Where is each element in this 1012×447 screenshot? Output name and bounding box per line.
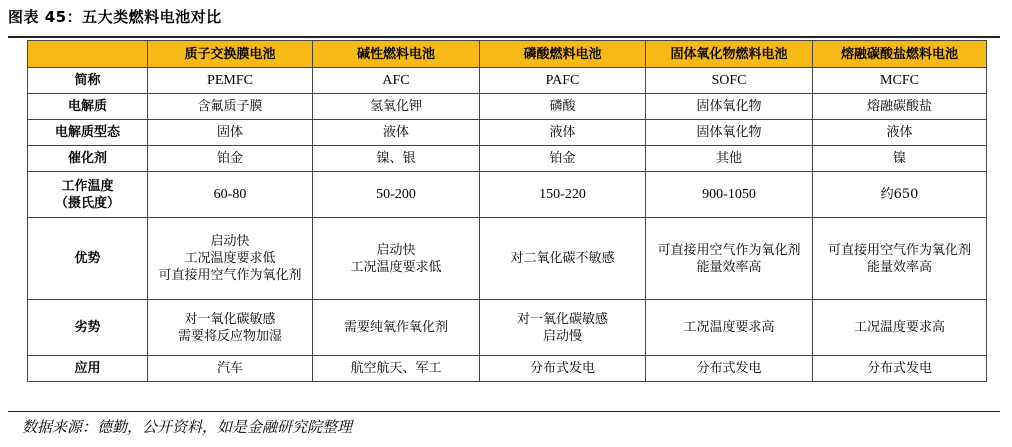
row-header-cell <box>28 356 148 382</box>
table-row <box>28 356 987 382</box>
cell-text-line: 催化剂 <box>67 151 107 166</box>
table-cell <box>148 356 313 382</box>
table-row <box>28 300 987 356</box>
cell-text-line: 启动快 <box>210 234 250 249</box>
cell-text-line: 电解质型态 <box>54 125 120 140</box>
cell-text-line: SOFC <box>711 73 747 88</box>
cell-text-line: 启动慢 <box>542 328 582 344</box>
cell-text-line: 汽车 <box>216 361 243 376</box>
table-body <box>28 68 987 382</box>
table-cell <box>646 68 813 94</box>
table-cell <box>813 218 987 300</box>
cell-text-line: 简称 <box>74 73 101 88</box>
cell-text-line: 对一氧化碳敏感 <box>184 311 276 327</box>
table-cell <box>148 300 313 356</box>
table-cell <box>148 120 313 146</box>
cell-text-line: 熔融碳酸盐 <box>866 99 932 114</box>
cell-text-line: 工况温度要求高 <box>683 320 775 335</box>
source-note: 数据来源：德勤，公开资料，如是金融研究院整理 <box>22 418 353 436</box>
cell-text-line: 对一氧化碳敏感 <box>516 311 608 327</box>
row-header-cell <box>28 172 148 218</box>
header-cell-pemfc: 质子交换膜电池 <box>148 41 313 68</box>
table-cell <box>813 300 987 356</box>
header-cell-corner <box>28 41 148 68</box>
table-cell <box>646 120 813 146</box>
cell-text-line: 工况温度要求高 <box>853 320 945 335</box>
table-cell <box>480 94 646 120</box>
cell-text-line: 约650 <box>880 187 919 202</box>
table-cell <box>313 94 480 120</box>
cell-text-line: 劣势 <box>74 320 101 335</box>
table-row <box>28 218 987 300</box>
table-cell <box>313 300 480 356</box>
table-cell <box>813 172 987 218</box>
cell-text-line: 工况温度要求低 <box>350 259 442 275</box>
table-row <box>28 94 987 120</box>
cell-text-line: PEMFC <box>207 73 253 88</box>
row-header-cell <box>28 120 148 146</box>
cell-text-line: 应用 <box>74 361 101 376</box>
table-cell <box>480 300 646 356</box>
cell-text-line: 镍 <box>892 151 906 166</box>
comparison-table <box>27 40 987 382</box>
cell-text-line: 铂金 <box>216 151 243 166</box>
table-row <box>28 172 987 218</box>
cell-text-line: 60-80 <box>213 187 247 202</box>
table-cell <box>480 218 646 300</box>
table-cell <box>646 94 813 120</box>
row-header-cell <box>28 300 148 356</box>
table-cell <box>480 120 646 146</box>
header-cell-sofc: 固体氧化物燃料电池 <box>646 41 813 68</box>
table-cell <box>313 172 480 218</box>
cell-text-line: 分布式发电 <box>696 361 762 376</box>
cell-text-line: 电解质 <box>67 99 107 114</box>
table-cell <box>646 356 813 382</box>
cell-text-line: AFC <box>382 73 410 88</box>
table-cell <box>480 172 646 218</box>
header-cell-mcfc: 熔融碳酸盐燃料电池 <box>813 41 987 68</box>
cell-text-line: 工况温度要求低 <box>184 251 276 266</box>
table-cell <box>313 146 480 172</box>
cell-text-line: 可直接用空气作为氧化剂 <box>827 242 971 258</box>
cell-text-line: 分布式发电 <box>866 361 932 376</box>
cell-text-line: 900-1050 <box>702 187 756 202</box>
cell-text-line: 航空航天、军工 <box>350 361 442 376</box>
table-cell <box>813 356 987 382</box>
cell-text-line: 启动快 <box>376 242 416 258</box>
cell-text-line: 含氟质子膜 <box>197 99 263 114</box>
cell-text-line: 磷酸 <box>549 99 576 114</box>
table-cell <box>148 172 313 218</box>
row-header-cell <box>28 146 148 172</box>
table-cell <box>646 300 813 356</box>
cell-text-line: 需要纯氧作氧化剂 <box>343 320 448 335</box>
cell-text-line: 固体氧化物 <box>696 99 762 114</box>
cell-text-line: 150-220 <box>539 187 586 202</box>
header-cell-pafc: 磷酸燃料电池 <box>480 41 646 68</box>
table-cell <box>813 94 987 120</box>
cell-text-line: 分布式发电 <box>529 361 595 376</box>
table-cell <box>148 218 313 300</box>
cell-text-line: MCFC <box>880 73 919 88</box>
figure-title: 图表 45：五大类燃料电池对比 <box>8 8 222 26</box>
cell-text-line: 氢氧化钾 <box>369 99 422 114</box>
table-cell <box>313 356 480 382</box>
table-cell <box>148 68 313 94</box>
cell-text-line: 可直接用空气作为氧化剂 <box>158 268 302 283</box>
cell-text-line: 其他 <box>715 151 742 166</box>
cell-text-line: PAFC <box>545 73 580 88</box>
cell-text-line: 能量效率高 <box>866 259 932 275</box>
cell-text-line: 优势 <box>74 251 101 266</box>
table-cell <box>813 146 987 172</box>
cell-text-line: 固体氧化物 <box>696 125 762 140</box>
cell-text-line: 50-200 <box>376 187 416 202</box>
table-cell <box>813 120 987 146</box>
bottom-rule <box>8 411 1000 412</box>
cell-text-line: （摄氏度） <box>54 195 120 211</box>
table-cell <box>480 146 646 172</box>
table-row <box>28 68 987 94</box>
table-cell <box>646 218 813 300</box>
header-row <box>28 41 987 68</box>
cell-text-line: 可直接用空气作为氧化剂 <box>657 242 801 258</box>
table-cell <box>646 146 813 172</box>
row-header-cell <box>28 68 148 94</box>
cell-text-line: 需要将反应物加湿 <box>177 328 282 344</box>
top-rule <box>8 36 1000 38</box>
cell-text-line: 液体 <box>886 125 913 140</box>
cell-text-line: 铂金 <box>549 151 576 166</box>
table-cell <box>480 356 646 382</box>
row-header-cell <box>28 94 148 120</box>
cell-text-line: 对二氧化碳不敏感 <box>510 251 615 266</box>
header-cell-afc: 碱性燃料电池 <box>313 41 480 68</box>
table-row <box>28 146 987 172</box>
cell-text-line: 液体 <box>382 125 409 140</box>
table-cell <box>813 68 987 94</box>
cell-text-line: 液体 <box>549 125 576 140</box>
table-cell <box>148 146 313 172</box>
table-cell <box>313 120 480 146</box>
table-cell <box>313 68 480 94</box>
table-row <box>28 120 987 146</box>
table-cell <box>480 68 646 94</box>
cell-text-line: 能量效率高 <box>696 259 762 275</box>
cell-text-line: 固体 <box>216 125 243 140</box>
row-header-cell <box>28 218 148 300</box>
cell-text-line: 工作温度 <box>61 178 114 194</box>
table-cell <box>148 94 313 120</box>
table-cell <box>313 218 480 300</box>
cell-text-line: 镍、银 <box>376 151 416 166</box>
table-cell <box>646 172 813 218</box>
